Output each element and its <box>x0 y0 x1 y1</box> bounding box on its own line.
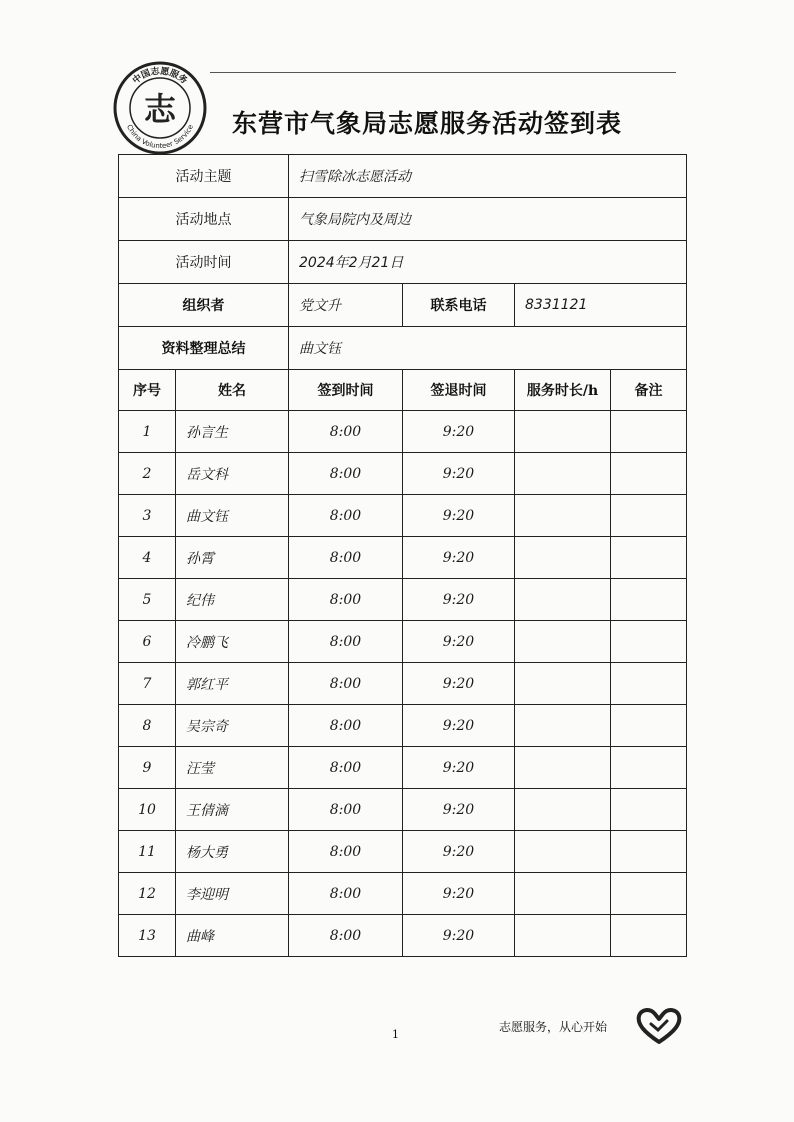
china-volunteer-service-logo <box>112 60 208 156</box>
row-no: 3 <box>119 495 176 537</box>
header-rule <box>210 72 676 73</box>
location-row <box>119 198 687 241</box>
row-sign-out: 9:20 <box>403 705 515 747</box>
row-sign-in: 8:00 <box>289 915 403 957</box>
row-name: 吴宗奇 <box>176 705 289 747</box>
location-value: 气象局院内及周边 <box>289 198 687 241</box>
row-duration <box>515 705 611 747</box>
row-sign-out: 9:20 <box>403 411 515 453</box>
row-sign-out: 9:20 <box>403 537 515 579</box>
row-no: 4 <box>119 537 176 579</box>
page-number: 1 <box>392 1028 399 1041</box>
row-sign-in: 8:00 <box>289 747 403 789</box>
header-sign-in: 签到时间 <box>289 370 403 411</box>
table-header-row <box>119 370 687 411</box>
table-row <box>119 453 687 495</box>
row-no: 2 <box>119 453 176 495</box>
sign-in-sheet <box>118 154 687 957</box>
table-row <box>119 831 687 873</box>
row-sign-in: 8:00 <box>289 873 403 915</box>
row-name: 孙霄 <box>176 537 289 579</box>
table-row <box>119 411 687 453</box>
heart-hand-icon <box>634 1006 684 1046</box>
row-duration <box>515 621 611 663</box>
time-label: 活动时间 <box>119 241 289 284</box>
row-duration <box>515 579 611 621</box>
header-sign-out: 签退时间 <box>403 370 515 411</box>
table-row <box>119 579 687 621</box>
location-label: 活动地点 <box>119 198 289 241</box>
row-name: 曲峰 <box>176 915 289 957</box>
row-sign-out: 9:20 <box>403 663 515 705</box>
organizer-label: 组织者 <box>119 284 289 327</box>
row-sign-in: 8:00 <box>289 579 403 621</box>
row-remark <box>611 915 687 957</box>
summary-value: 曲文钰 <box>289 327 687 370</box>
table-row <box>119 537 687 579</box>
organizer-value: 党文升 <box>289 284 403 327</box>
row-duration <box>515 789 611 831</box>
table-row <box>119 705 687 747</box>
header-name: 姓名 <box>176 370 289 411</box>
table-row <box>119 789 687 831</box>
row-duration <box>515 411 611 453</box>
row-sign-out: 9:20 <box>403 579 515 621</box>
row-remark <box>611 705 687 747</box>
row-duration <box>515 831 611 873</box>
row-duration <box>515 537 611 579</box>
row-remark <box>611 453 687 495</box>
table-row <box>119 495 687 537</box>
table-row <box>119 621 687 663</box>
row-no: 9 <box>119 747 176 789</box>
row-sign-out: 9:20 <box>403 915 515 957</box>
row-no: 1 <box>119 411 176 453</box>
theme-value: 扫雪除冰志愿活动 <box>289 155 687 198</box>
row-remark <box>611 495 687 537</box>
row-sign-in: 8:00 <box>289 663 403 705</box>
row-sign-in: 8:00 <box>289 495 403 537</box>
row-remark <box>611 873 687 915</box>
row-remark <box>611 579 687 621</box>
row-name: 杨大勇 <box>176 831 289 873</box>
time-value: 2024年2月21日 <box>289 241 687 284</box>
row-name: 曲文钰 <box>176 495 289 537</box>
row-duration <box>515 873 611 915</box>
table-row <box>119 915 687 957</box>
page-title: 东营市气象局志愿服务活动签到表 <box>232 109 623 138</box>
row-no: 10 <box>119 789 176 831</box>
row-name: 汪莹 <box>176 747 289 789</box>
row-sign-in: 8:00 <box>289 537 403 579</box>
row-name: 王倩滴 <box>176 789 289 831</box>
header-no: 序号 <box>119 370 176 411</box>
row-no: 8 <box>119 705 176 747</box>
row-sign-out: 9:20 <box>403 789 515 831</box>
time-row <box>119 241 687 284</box>
row-sign-out: 9:20 <box>403 621 515 663</box>
theme-label: 活动主题 <box>119 155 289 198</box>
row-no: 12 <box>119 873 176 915</box>
row-remark <box>611 411 687 453</box>
row-sign-in: 8:00 <box>289 621 403 663</box>
row-sign-out: 9:20 <box>403 747 515 789</box>
row-no: 6 <box>119 621 176 663</box>
row-sign-out: 9:20 <box>403 495 515 537</box>
row-sign-in: 8:00 <box>289 789 403 831</box>
table-row <box>119 873 687 915</box>
row-sign-out: 9:20 <box>403 873 515 915</box>
table-row <box>119 747 687 789</box>
row-duration <box>515 495 611 537</box>
row-duration <box>515 663 611 705</box>
row-sign-in: 8:00 <box>289 705 403 747</box>
row-remark <box>611 789 687 831</box>
row-sign-out: 9:20 <box>403 831 515 873</box>
row-remark <box>611 537 687 579</box>
row-no: 13 <box>119 915 176 957</box>
row-remark <box>611 831 687 873</box>
table-row <box>119 663 687 705</box>
form-table <box>118 154 687 957</box>
row-remark <box>611 747 687 789</box>
row-duration <box>515 747 611 789</box>
row-name: 岳文科 <box>176 453 289 495</box>
row-name: 冷鹏飞 <box>176 621 289 663</box>
row-name: 郭红平 <box>176 663 289 705</box>
row-sign-in: 8:00 <box>289 831 403 873</box>
row-duration <box>515 915 611 957</box>
theme-row <box>119 155 687 198</box>
row-sign-in: 8:00 <box>289 411 403 453</box>
summary-label: 资料整理总结 <box>119 327 289 370</box>
organizer-row <box>119 284 687 327</box>
phone-value: 8331121 <box>515 284 687 327</box>
row-no: 7 <box>119 663 176 705</box>
logo-text-top: 中国志愿服务 <box>131 66 189 87</box>
phone-label: 联系电话 <box>403 284 515 327</box>
row-duration <box>515 453 611 495</box>
row-sign-out: 9:20 <box>403 453 515 495</box>
row-name: 孙言生 <box>176 411 289 453</box>
row-name: 李迎明 <box>176 873 289 915</box>
row-name: 纪伟 <box>176 579 289 621</box>
header-remark: 备注 <box>611 370 687 411</box>
logo-glyph: 志 <box>143 90 177 128</box>
row-sign-in: 8:00 <box>289 453 403 495</box>
header-duration: 服务时长/h <box>515 370 611 411</box>
footer-slogan: 志愿服务，从心开始 <box>499 1020 608 1034</box>
summary-row <box>119 327 687 370</box>
row-no: 11 <box>119 831 176 873</box>
row-no: 5 <box>119 579 176 621</box>
logo-text-bottom: China Volunteer Service <box>124 123 195 151</box>
row-remark <box>611 663 687 705</box>
row-remark <box>611 621 687 663</box>
